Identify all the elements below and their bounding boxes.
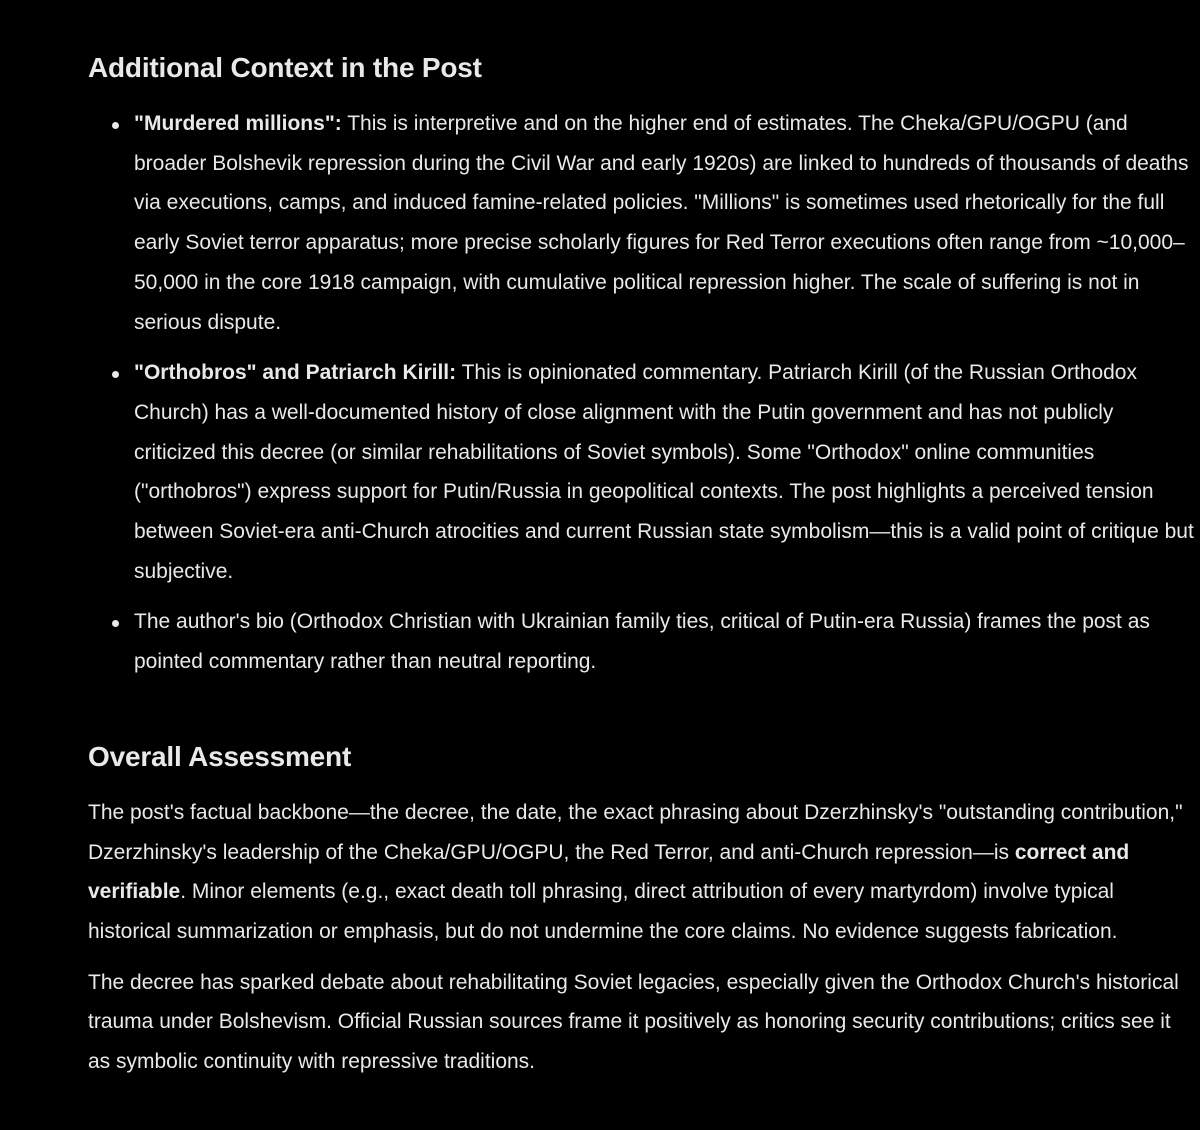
paragraph-bold-text: correct and verifiable: [88, 840, 1130, 904]
response-content: [88, 48, 1200, 1082]
list-item: [134, 353, 1200, 591]
paragraph-text: The post's factual backbone—the decree, the date, the exact phrasing about Dzerzhinsky's "outstanding contribution," Dzerzhinsky's leadership of the Cheka/GPU/OGPU, the Red Terror, and anti-Church repression—is: [88, 800, 1183, 864]
paragraph-text: . Minor elements (e.g., exact death toll phrasing, direct attribution of every martyrdom) involve typical historical summarization or emphasis, but do not undermine the core claims. No evidence suggests fabrication.: [88, 880, 1118, 943]
overall-assessment-section: [88, 737, 1200, 1082]
section-heading-overall-assessment: Overall Assessment: [88, 740, 352, 772]
assessment-paragraph: The decree has sparked debate about rehabilitating Soviet legacies, especially given the Orthodox Church's historical trauma under Bolshevism. Official Russian sources frame it positively as honoring security contributions; critics see it as symbolic continuity with repressive traditions.: [88, 970, 1179, 1074]
section-heading-additional-context: Additional Context in the Post: [88, 52, 482, 83]
bullet-text: The author's bio (Orthodox Christian with Ukrainian family ties, critical of Putin-era Russia) frames the post as pointed commentary rather than neutral reporting.: [134, 610, 1150, 674]
context-bullet-list: [88, 104, 1200, 682]
assessment-paragraph: [88, 793, 1200, 952]
bullet-bold-lead: "Murdered millions":: [134, 112, 342, 135]
bullet-text: This is opinionated commentary. Patriarch Kirill (of the Russian Orthodox Church) has a well-documented history of close alignment with the Putin government and has not publicly criticized this decree (or similar rehabilitations of Soviet symbols). Some "Orthodox" online communities ("orthobros") express support for Putin/Russia in geopolitical contexts. The post highlights a perceived tension between Soviet-era anti-Church atrocities and current Russian state symbolism—this is a valid point of critique but subjective.: [134, 361, 1194, 583]
list-item: [134, 602, 1200, 681]
bullet-bold-lead: "Orthobros" and Patriarch Kirill:: [134, 361, 457, 385]
list-item: [134, 104, 1200, 342]
bullet-text: This is interpretive and on the higher end of estimates. The Cheka/GPU/OGPU (and broader Bolshevik repression during the Civil War and early 1920s) are linked to hundreds of thousands of deaths via executions, camps, and induced famine-related policies. "Millions" is sometimes used rhetorically for the full early Soviet terror apparatus; more precise scholarly figures for Red Terror executions often range from ~10,000–50,000 in the core 1918 campaign, with cumulative political repression higher. The scale of suffering is not in serious dispute.: [134, 112, 1189, 334]
additional-context-section: [88, 48, 1200, 682]
